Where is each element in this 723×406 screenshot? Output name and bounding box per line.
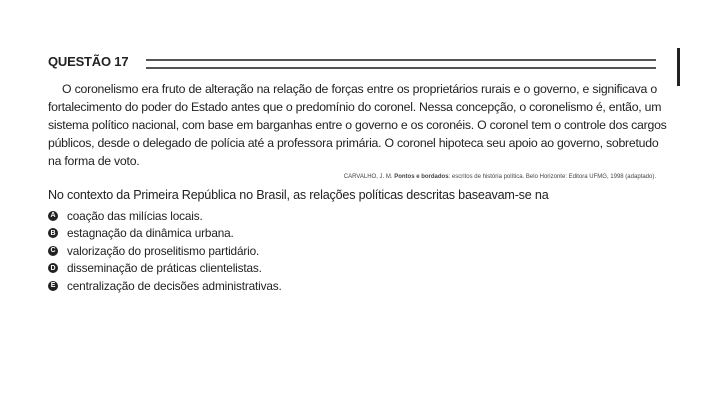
option-text: disseminação de práticas clientelistas. <box>67 261 262 276</box>
option-text: coação das milícias locais. <box>67 208 203 223</box>
option-text: centralização de decisões administrativas. <box>67 278 282 293</box>
option-a[interactable] <box>48 207 282 225</box>
option-b[interactable] <box>48 225 282 243</box>
passage <box>48 80 667 170</box>
option-text: estagnação da dinâmica urbana. <box>67 226 234 241</box>
citation-rest: : escritos de história política. Belo Horizonte: Editora UFMG, 1998 (adaptado). <box>448 174 656 180</box>
answer-options <box>48 207 282 295</box>
question-stem: No contexto da Primeira República no Brasil, as relações políticas descritas baseavam-se na <box>48 188 549 202</box>
option-d[interactable] <box>48 260 282 278</box>
option-letter-icon: B <box>48 228 58 238</box>
option-letter-icon: E <box>48 281 58 291</box>
option-letter-icon: D <box>48 263 58 273</box>
title-double-rule <box>146 59 656 69</box>
citation-title: Pontos e bordados <box>394 174 449 180</box>
question-title: QUESTÃO 17 <box>48 54 129 69</box>
passage-line: sistema político nacional, com base em barganhas entre o governo e os coronéis. O coronel tem o controle dos cargos <box>48 118 667 132</box>
citation-author: CARVALHO, J. M. <box>343 174 393 180</box>
passage-line: fortalecimento do poder do Estado antes que o predomínio do coronel. Nessa concepção, o coronelismo é, então, um <box>48 100 662 114</box>
option-letter-icon: C <box>48 246 58 256</box>
option-c[interactable] <box>48 242 282 260</box>
option-letter-icon: A <box>48 211 58 221</box>
citation <box>344 174 656 180</box>
passage-line: públicos, desde o delegado de polícia até a professora primária. O coronel hipoteca seu apoio ao governo, sobretudo <box>48 136 659 150</box>
text-cursor-bar <box>677 48 680 86</box>
passage-line: O coronelismo era fruto de alteração na relação de forças entre os proprietários rurais e o governo, e significava o <box>62 82 657 96</box>
passage-line: na forma de voto. <box>48 154 140 168</box>
option-e[interactable] <box>48 277 282 295</box>
option-text: valorização do proselitismo partidário. <box>67 243 260 258</box>
